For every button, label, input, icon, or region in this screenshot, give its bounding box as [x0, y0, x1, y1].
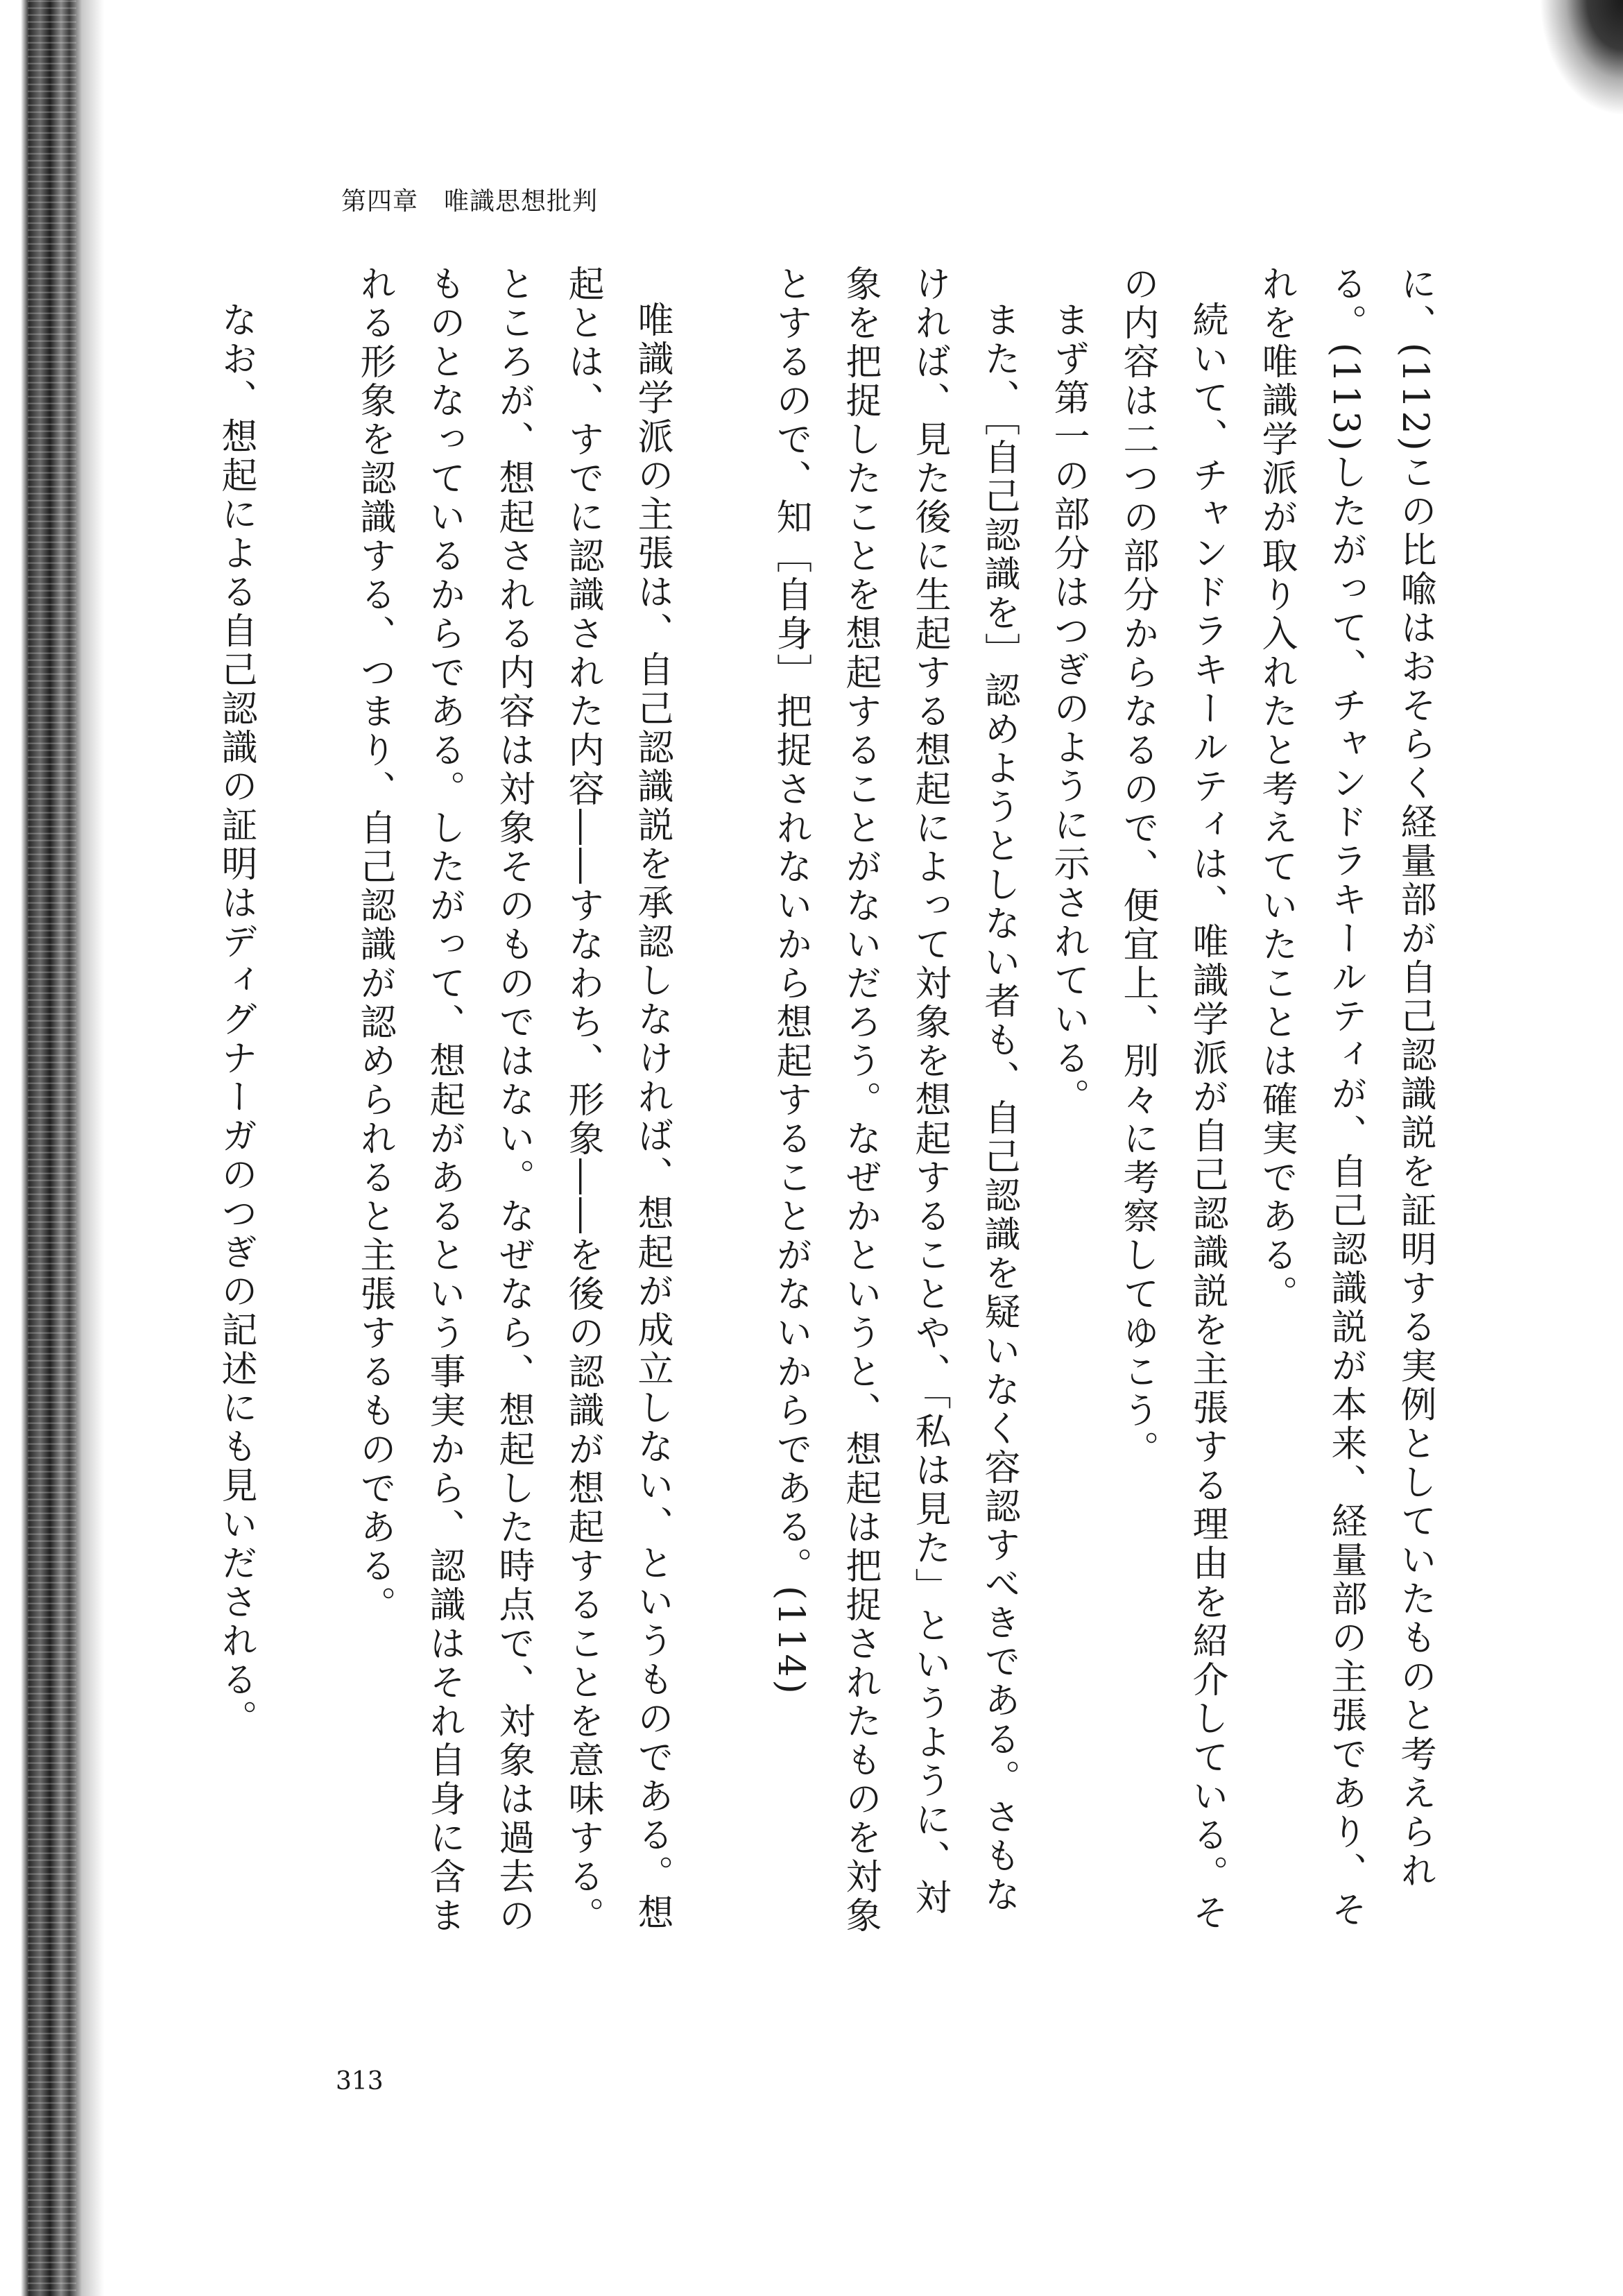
- paragraph-5: なお、想起による自己認識の証明はディグナーガのつぎの記述にも見いだされる。: [215, 301, 257, 1738]
- scan-binding-shadow: [0, 0, 104, 2296]
- scan-corner-shadow: [1533, 0, 1623, 125]
- paragraph-2: 続いて、チャンドラキールティは、唯識学派が自己認識説を主張する理由を紹介している。その内容は二つの部分からなるので、便宜上、別々に考察してゆこう。: [1117, 265, 1228, 1933]
- running-header: 第四章 唯識思想批判: [341, 187, 599, 216]
- paragraph-3: まず第一の部分はつぎのように示されている。: [1047, 301, 1089, 1117]
- vertical-body-text: [215, 265, 1450, 1951]
- page-number: 313: [336, 2067, 384, 2096]
- paragraph-4: 唯識学派の主張は、自己認識説を承認しなければ、想起が成立しない、というものである。想起とは、すでに認識された内容――すなわち、形象――を後の認識が想起することを意味する。ところが、想起される内容は対象そのものではない。なぜなら、想起した時点で、対象は過去のものとなっているからである。したがって、想起があるという事実から、認識はそれ自身に含まれる形象を認識する、つまり、自己認識が認められると主張するものである。: [354, 265, 673, 1935]
- paragraph-1: に、(112)この比喩はおそらく経量部が自己認識説を証明する実例としていたものと考えられる。(113)したがって、チャンドラキールティが、自己認識説が本来、経量部の主張であり、それを唯識学派が取り入れたと考えていたことは確実である。: [1255, 265, 1436, 1930]
- block-quote: また、［自己認識を］認めようとしない者も、自己認識を疑いなく容認すべきである。さもなければ、見た後に生起する想起によって対象を想起することや、「私は見た」というように、対象を把捉したことを想起することがないだろう。なぜかというと、想起は把捉されたものを対象とするので、知［自身］把捉されないから想起することがないからである。(114): [770, 265, 1020, 1935]
